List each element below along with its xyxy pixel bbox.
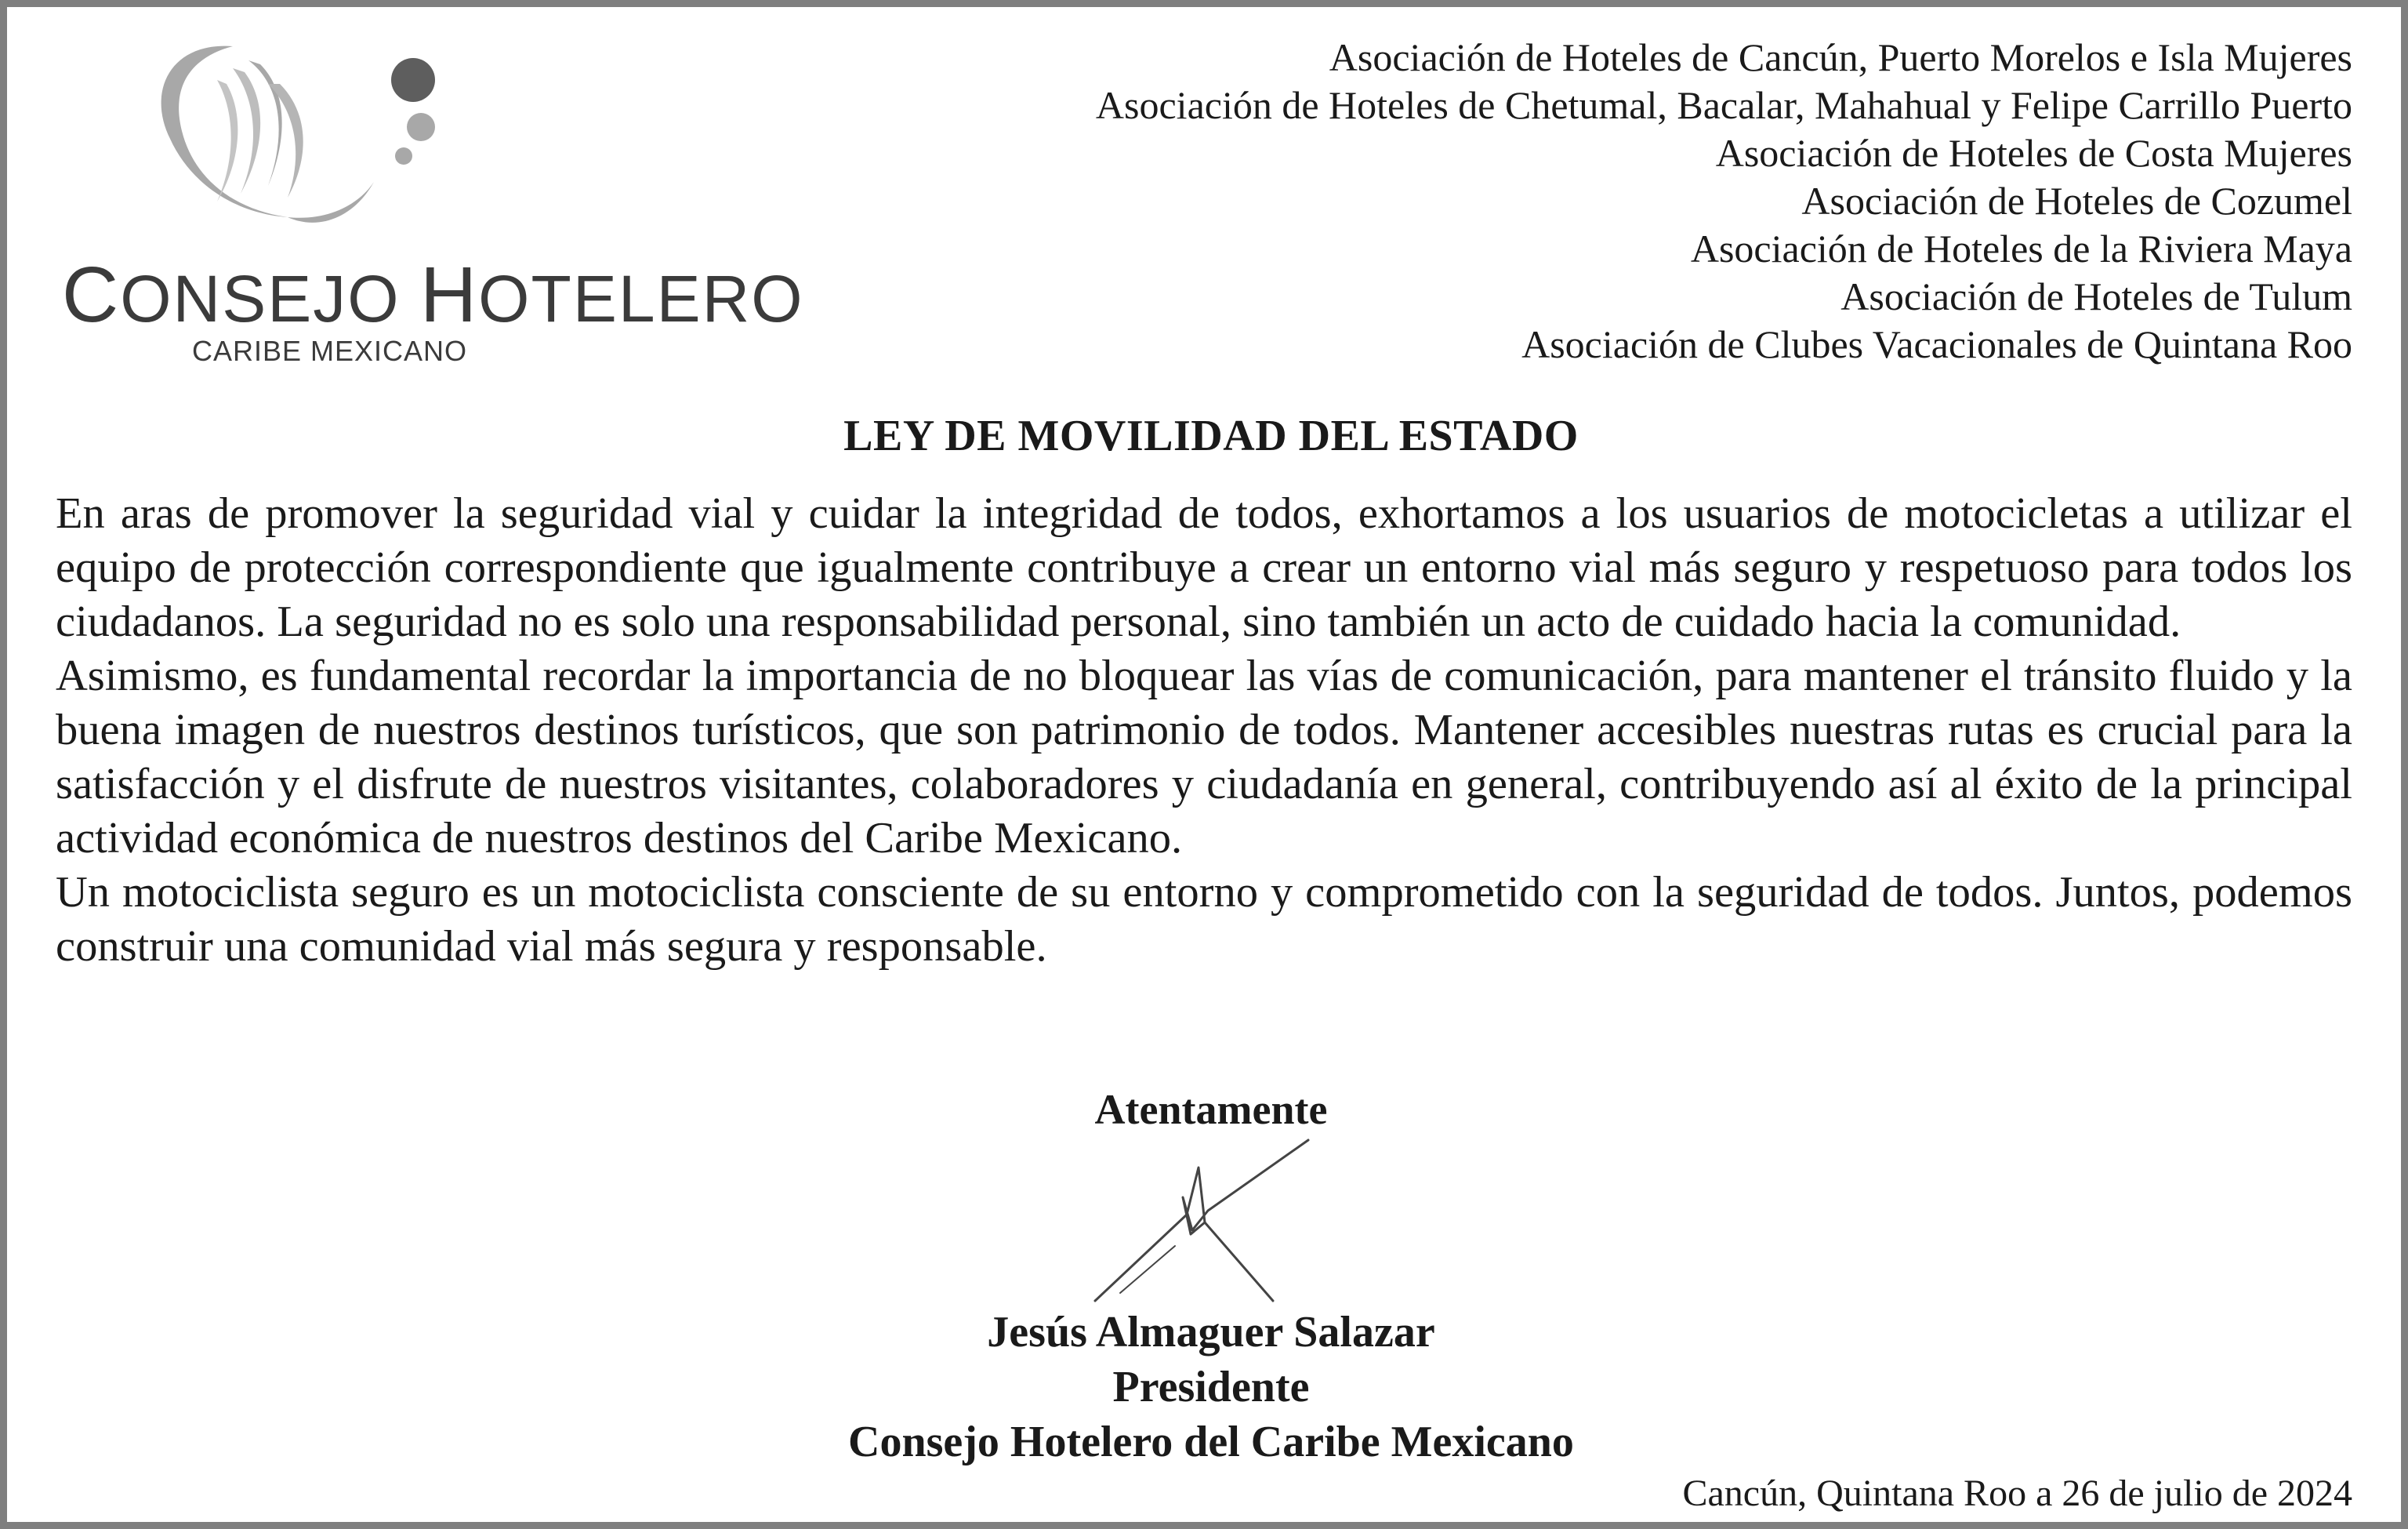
closing-block [7,1085,2408,1134]
paragraph-3: Un motociclista seguro es un motociclista consciente de su entorno y comprometido con la seguridad de todos. Juntos, podemos construir una comunidad vial más segura y responsable. [56,868,2352,971]
logo-subtitle: CARIBE MEXICANO [192,335,468,367]
logo-name [62,250,804,340]
closing-text: Atentamente [1094,1086,1328,1133]
association-line: Asociación de Hoteles de Cozumel [1801,179,2352,223]
association-line: Asociación de Hoteles de Cancún, Puerto Morelos e Isla Mujeres [1329,35,2352,79]
paragraph-2: Asimismo, es fundamental recordar la importancia de no bloquear las vías de comunicación, para mantener el tránsito fluido y la buena imagen de nuestros destinos turísticos, que son patrimonio de todos. Mantener accesibles nuestras rutas es crucial para la satisfacción y el disfrute de nuestros visitantes, colaboradores y ciudadanía en general, contribuyendo así al éxito de la principal actividad económica de nuestros destinos del Caribe Mexicano. [56,652,2352,863]
place-and-date: Cancún, Quintana Roo a 26 de julio de 2024 [1682,1473,2352,1514]
consejo-hotelero-logo [53,37,804,374]
association-line: Asociación de Hoteles de la Riviera Maya [1690,227,2352,271]
paragraph-1: En aras de promover la seguridad vial y cuidar la integridad de todos, exhortamos a los usuarios de motocicletas a utilizar el equipo de protección correspondiente que igualmente contribuye a crear un entorno vial más seguro y respetuoso para todos los ciudadanos. La seguridad no es solo una responsabilidad personal, sino también un acto de cuidado hacia la comunidad. [56,489,2352,646]
signer-organization: Consejo Hotelero del Caribe Mexicano [848,1418,1574,1466]
association-line: Asociación de Clubes Vacacionales de Quintana Roo [1521,322,2352,366]
association-line: Asociación de Hoteles de Chetumal, Bacalar, Mahahual y Felipe Carrillo Puerto [1095,83,2352,127]
signer-block [7,1305,2408,1469]
association-line: Asociación de Hoteles de Tulum [1840,274,2352,318]
body-text [56,487,2352,974]
logo-word-consejo: ONSEJO [120,262,420,336]
logo-cap-c: C [62,251,121,339]
logo-emblem-icon [53,37,617,264]
association-line: Asociación de Hoteles de Costa Mujeres [1715,131,2352,175]
document-title: LEY DE MOVILIDAD DEL ESTADO [843,412,1579,460]
logo-word-hotelero: OTELERO [478,262,804,336]
associations-list [1096,34,2352,369]
handwritten-signature-icon [1073,1136,1340,1317]
signer-name: Jesús Almaguer Salazar [987,1308,1435,1356]
signer-position: Presidente [1112,1363,1310,1411]
logo-cap-h: H [419,251,479,339]
